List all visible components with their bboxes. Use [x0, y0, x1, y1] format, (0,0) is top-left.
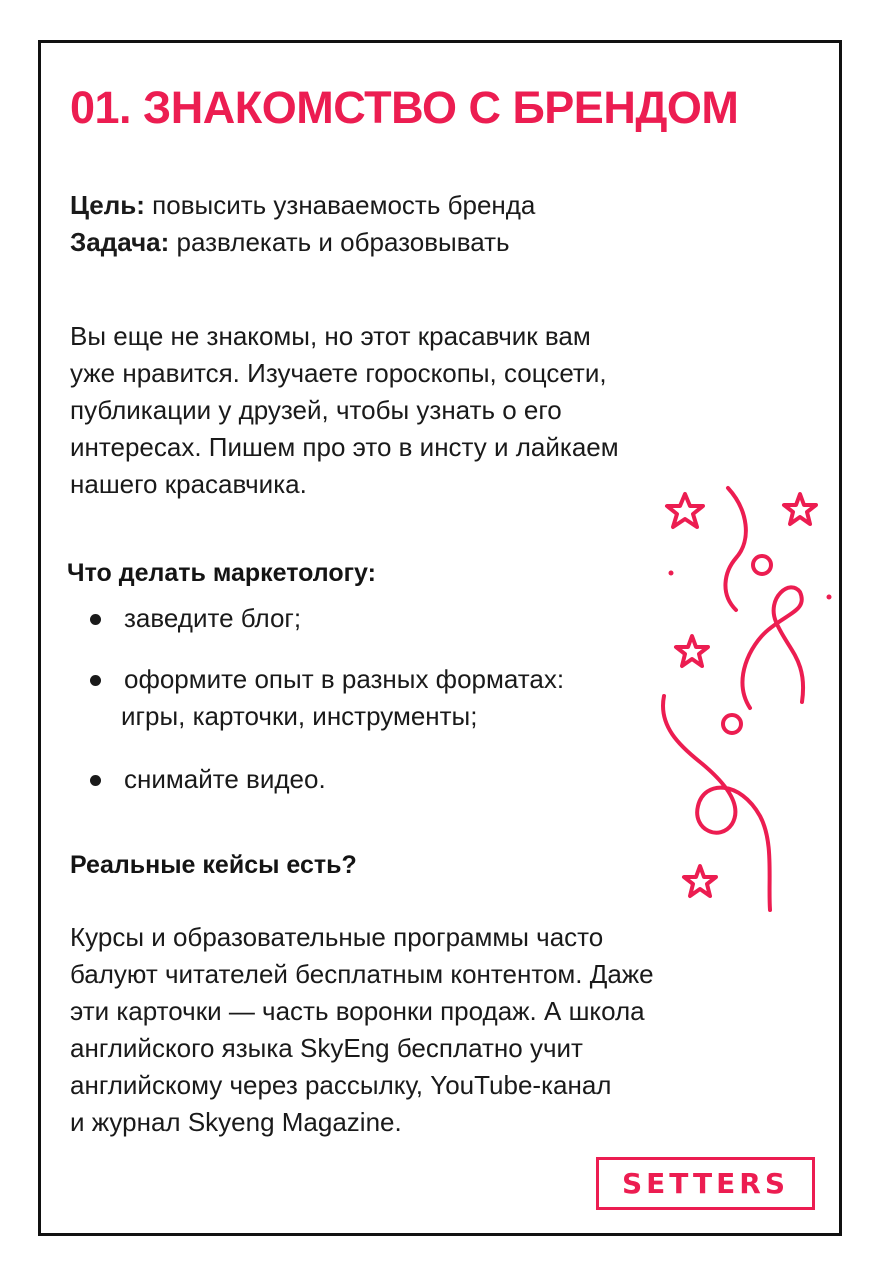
marketer-list: [88, 600, 564, 798]
intro-line: интересах. Пишем про это в инсту и лайкаем: [70, 432, 619, 462]
list-item-text: снимайте видео.: [124, 764, 326, 794]
star-icon: [784, 494, 816, 524]
cases-heading: Реальные кейсы есть?: [70, 851, 357, 879]
goal-label: Цель:: [70, 190, 145, 220]
list-item: [88, 661, 564, 735]
cases-line: эти карточки — часть воронки продаж. А школа: [70, 996, 645, 1026]
dot-icon: [669, 571, 674, 576]
cases-line: балуют читателей бесплатным контентом. Даже: [70, 959, 654, 989]
cases-line: английскому через рассылку, YouTube-канал: [70, 1070, 612, 1100]
star-icon: [684, 866, 716, 896]
setters-logo: [596, 1157, 815, 1210]
intro-line: публикации у друзей, чтобы узнать о его: [70, 395, 562, 425]
list-item-text: оформите опыт в разных форматах:: [124, 664, 565, 694]
confetti-stars-streamers-icon: [640, 470, 840, 930]
cases-line: Курсы и образовательные программы часто: [70, 922, 604, 952]
bullet-dot-icon: [90, 614, 101, 625]
cases-line: и журнал Skyeng Magazine.: [70, 1107, 402, 1137]
cases-line: английского языка SkyEng бесплатно учит: [70, 1033, 583, 1063]
list-item-text: заведите блог;: [124, 603, 302, 633]
list-item: [88, 600, 564, 637]
task-text: развлекать и образовывать: [169, 227, 510, 257]
task-label: Задача:: [70, 227, 170, 257]
cases-paragraph: [70, 919, 654, 1141]
list-item: [88, 761, 564, 798]
intro-line: Вы еще не знакомы, но этот красавчик вам: [70, 321, 591, 351]
ring-icon: [723, 715, 741, 733]
logo-text: SETTERS: [622, 1167, 789, 1200]
ring-icon: [753, 556, 771, 574]
bullet-dot-icon: [90, 775, 101, 786]
intro-line: уже нравится. Изучаете гороскопы, соцсети,: [70, 358, 607, 388]
intro-line: нашего красавчика.: [70, 469, 307, 499]
star-icon: [667, 494, 703, 527]
star-icon: [676, 636, 708, 666]
list-item-text-continued: игры, карточки, инструменты;: [121, 701, 478, 731]
marketer-heading: Что делать маркетологу:: [67, 559, 376, 587]
streamer-icon: [743, 587, 804, 708]
streamer-icon: [725, 488, 745, 610]
goal-text: повысить узнаваемость бренда: [144, 190, 536, 220]
bullet-dot-icon: [90, 675, 101, 686]
page-title: 01. ЗНАКОМСТВО С БРЕНДОМ: [70, 82, 739, 133]
task-line: [70, 224, 510, 261]
dot-icon: [827, 595, 832, 600]
goal-line: [70, 187, 535, 224]
